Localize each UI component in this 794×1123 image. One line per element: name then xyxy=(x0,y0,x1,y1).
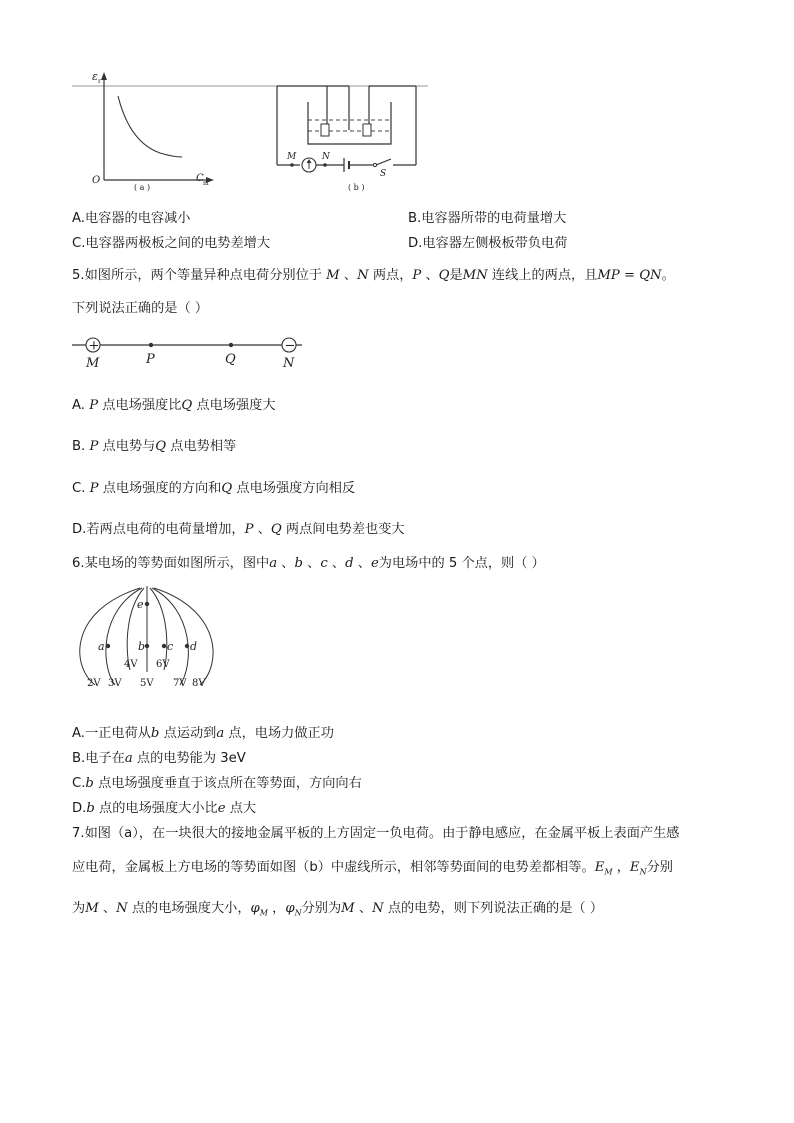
left-plate xyxy=(321,124,329,136)
q5-option-b: B. P 点电势与Q 点电势相等 xyxy=(72,439,237,454)
point-a xyxy=(106,644,110,648)
q5-stem-line2: 下列说法正确的是（ ） xyxy=(72,301,209,316)
label-e: e xyxy=(137,598,144,611)
label-3v: 3V xyxy=(108,678,122,689)
eps-label: ε xyxy=(92,70,98,83)
label-7v: 7V xyxy=(173,678,187,689)
label-2v: 2V xyxy=(87,678,101,689)
label-8v: 8V xyxy=(192,678,206,689)
label-5v: 5V xyxy=(140,678,154,689)
equipotential-8v xyxy=(154,588,213,685)
point-p xyxy=(149,343,153,347)
label-p: P xyxy=(146,352,155,367)
cm-sub: m xyxy=(203,180,209,187)
q6-option-b: B.电子在a 点的电势能为 3eV xyxy=(72,751,246,766)
y-axis-arrow xyxy=(101,72,107,80)
label-n: N xyxy=(322,152,330,162)
q6-stem: 6.某电场的等势面如图所示，图中a 、b 、c 、d 、e为电场中的 5 个点，则（ ） xyxy=(72,556,545,571)
node-m xyxy=(290,163,294,167)
figure-circuit-b xyxy=(277,86,416,192)
q6-equipotential-figure xyxy=(0,580,794,695)
point-e xyxy=(145,602,149,606)
charge-m-sign: + xyxy=(88,338,100,354)
label-d: d xyxy=(190,640,198,653)
q4-option-c: C.电容器两极板之间的电势差增大 xyxy=(72,236,271,251)
point-c xyxy=(162,644,166,648)
q6-option-c: C.b 点电场强度垂直于该点所在等势面，方向向右 xyxy=(72,776,362,791)
q7-line1: 7.如图（a），在一块很大的接地金属平板的上方固定一负电荷。由于静电感应，在金属平板上表面产生感 xyxy=(72,826,680,841)
label-q: Q xyxy=(225,352,236,367)
label-m: M xyxy=(86,356,100,371)
right-plate xyxy=(363,124,371,136)
q6-option-a: A.一正电荷从b 点运动到a 点，电场力做正功 xyxy=(72,726,334,741)
point-q xyxy=(229,343,233,347)
node-n xyxy=(323,163,327,167)
equipotential-7v xyxy=(152,588,188,685)
switch-s xyxy=(376,159,391,165)
point-b xyxy=(145,644,149,648)
charge-n-sign: − xyxy=(284,338,296,354)
eps-sub: r xyxy=(98,78,101,85)
label-s: S xyxy=(380,169,387,179)
label-b: b xyxy=(138,640,146,653)
q7-line3: 为M 、N 点的电场强度大小，$\varphi_M$ ，$\varphi_N$分别为M 、N 点的电势，则下列说法正确的是（ ） xyxy=(72,901,604,918)
point-d xyxy=(185,644,189,648)
equipotential-6v xyxy=(150,588,167,670)
caption-a: ( a ) xyxy=(134,183,151,192)
q5-option-d: D.若两点电荷的电荷量增加，P 、Q 两点间电势差也变大 xyxy=(72,522,405,537)
eps-vs-c-curve xyxy=(118,96,182,157)
q5-option-c: C. P 点电场强度的方向和Q 点电场强度方向相反 xyxy=(72,481,356,496)
q5-stem: 5.如图所示，两个等量异种点电荷分别位于 M 、N 两点，P 、Q是MN 连线上的两点，且MP = QN。 xyxy=(72,268,675,283)
q4-option-a: A.电容器的电容减小 xyxy=(72,211,191,226)
origin-label: O xyxy=(92,175,101,186)
q6-option-d: D.b 点的电场强度大小比e 点大 xyxy=(72,801,257,816)
q7-line2: 应电荷，金属板上方电场的等势面如图（b）中虚线所示，相邻等势面间的电势差都相等。$E_M$ ，$E_N$分别 xyxy=(72,860,673,877)
q4-option-d: D.电容器左侧极板带负电荷 xyxy=(408,236,568,251)
figure-graph-a xyxy=(0,0,794,200)
q5-option-a: A. P 点电场强度比Q 点电场强度大 xyxy=(72,398,276,413)
equipotential-2v xyxy=(80,588,140,685)
label-c: c xyxy=(167,640,174,653)
cm-label: C xyxy=(196,173,204,184)
q4-option-b: B.电容器所带的电荷量增大 xyxy=(408,211,567,226)
label-4v: 4V xyxy=(124,659,138,670)
label-n: N xyxy=(283,356,295,371)
label-m: M xyxy=(287,152,297,162)
label-a: a xyxy=(98,640,105,653)
label-6v: 6V xyxy=(156,659,170,670)
caption-b: ( b ) xyxy=(348,183,365,192)
q5-figure xyxy=(0,330,794,375)
